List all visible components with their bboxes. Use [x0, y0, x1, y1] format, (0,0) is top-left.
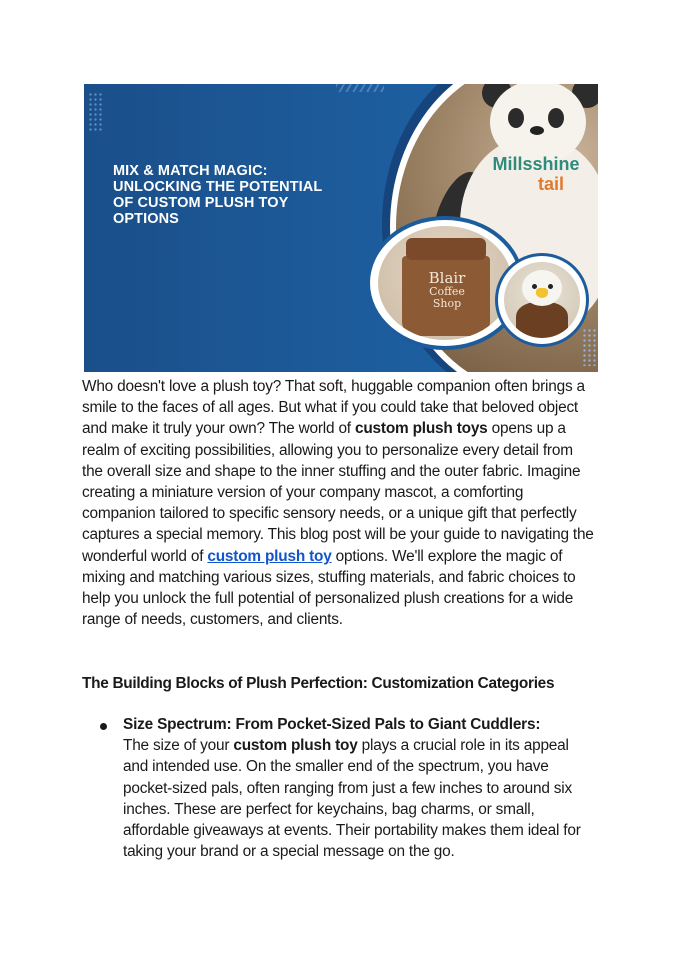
intro-paragraph	[82, 376, 594, 630]
eagle-body	[516, 302, 568, 338]
banner-title: MIX & MATCH MAGIC: UNLOCKING THE POTENTIAL OF CUSTOM PLUSH TOY OPTIONS	[113, 163, 323, 227]
panda-shirt-text	[466, 154, 598, 194]
panda-eye	[548, 108, 564, 128]
intro-text: options. We'll explore the magic of mixing and matching various sizes, stuffing materials, and fabric choices to help you unlock the full potential of personalized plush creations for a wide range of needs, customers, and clients.	[82, 547, 576, 629]
dot-pattern-decoration	[582, 328, 596, 366]
eagle-eye	[548, 284, 553, 289]
bullet-bold-term: custom plush toy	[233, 737, 358, 755]
dot-pattern-decoration	[88, 92, 104, 132]
intro-text: opens up a realm of exciting possibilities, allowing you to personalize every detail from the overall size and shape to the inner stuffing and the outer fabric. Imagine creating a miniature version of your company mascot, a comforting companion tailored to specific sensory needs, or a unique gift that perfectly captures a special memory. This blog post will be your guide to navigating the wonderful world of	[82, 420, 594, 565]
panda-nose	[530, 126, 544, 135]
cup-label	[408, 270, 486, 310]
intro-text: Who doesn't love a plush toy? That soft, huggable companion often brings a smile to the faces of all ages. But what if you could take that beloved object and make it truly your own? The world of	[82, 378, 585, 438]
cup-lid	[406, 238, 486, 260]
eagle-beak	[536, 288, 548, 298]
coffee-cup-plush-photo	[378, 226, 512, 340]
panda-shirt-line2: tail	[537, 174, 564, 194]
eagle-plush-photo	[504, 262, 580, 338]
cup-label-line3: Shop	[432, 297, 462, 310]
list-item	[123, 714, 595, 862]
intro-bold-term: custom plush toys	[354, 420, 488, 438]
hero-banner	[84, 84, 598, 372]
bullet-marker	[100, 723, 107, 730]
custom-plush-toy-link[interactable]: custom plush toy	[207, 547, 332, 565]
cup-label-line1: Blair	[428, 269, 466, 287]
bullet-text: The size of your	[123, 737, 234, 755]
stripe-decoration	[336, 84, 384, 92]
bullet-lead: Size Spectrum: From Pocket-Sized Pals to Giant Cuddlers:	[123, 716, 541, 733]
bullet-list	[100, 714, 600, 862]
cup-label-line2: Coffee	[429, 285, 465, 298]
bullet-text: plays a crucial role in its appeal and intended use. On the smaller end of the spectrum, you have pocket-sized pals, often ranging from just a few inches to around six inches. These are perfect for keychains, bag charms, or small, affordable giveaways at events. Their portability makes them ideal for taking your brand or a special message on the go.	[123, 737, 581, 861]
panda-eye	[508, 108, 524, 128]
panda-shirt-line1: Millsshine	[492, 154, 580, 174]
section-heading: The Building Blocks of Plush Perfection: Customization Categories	[82, 675, 555, 692]
